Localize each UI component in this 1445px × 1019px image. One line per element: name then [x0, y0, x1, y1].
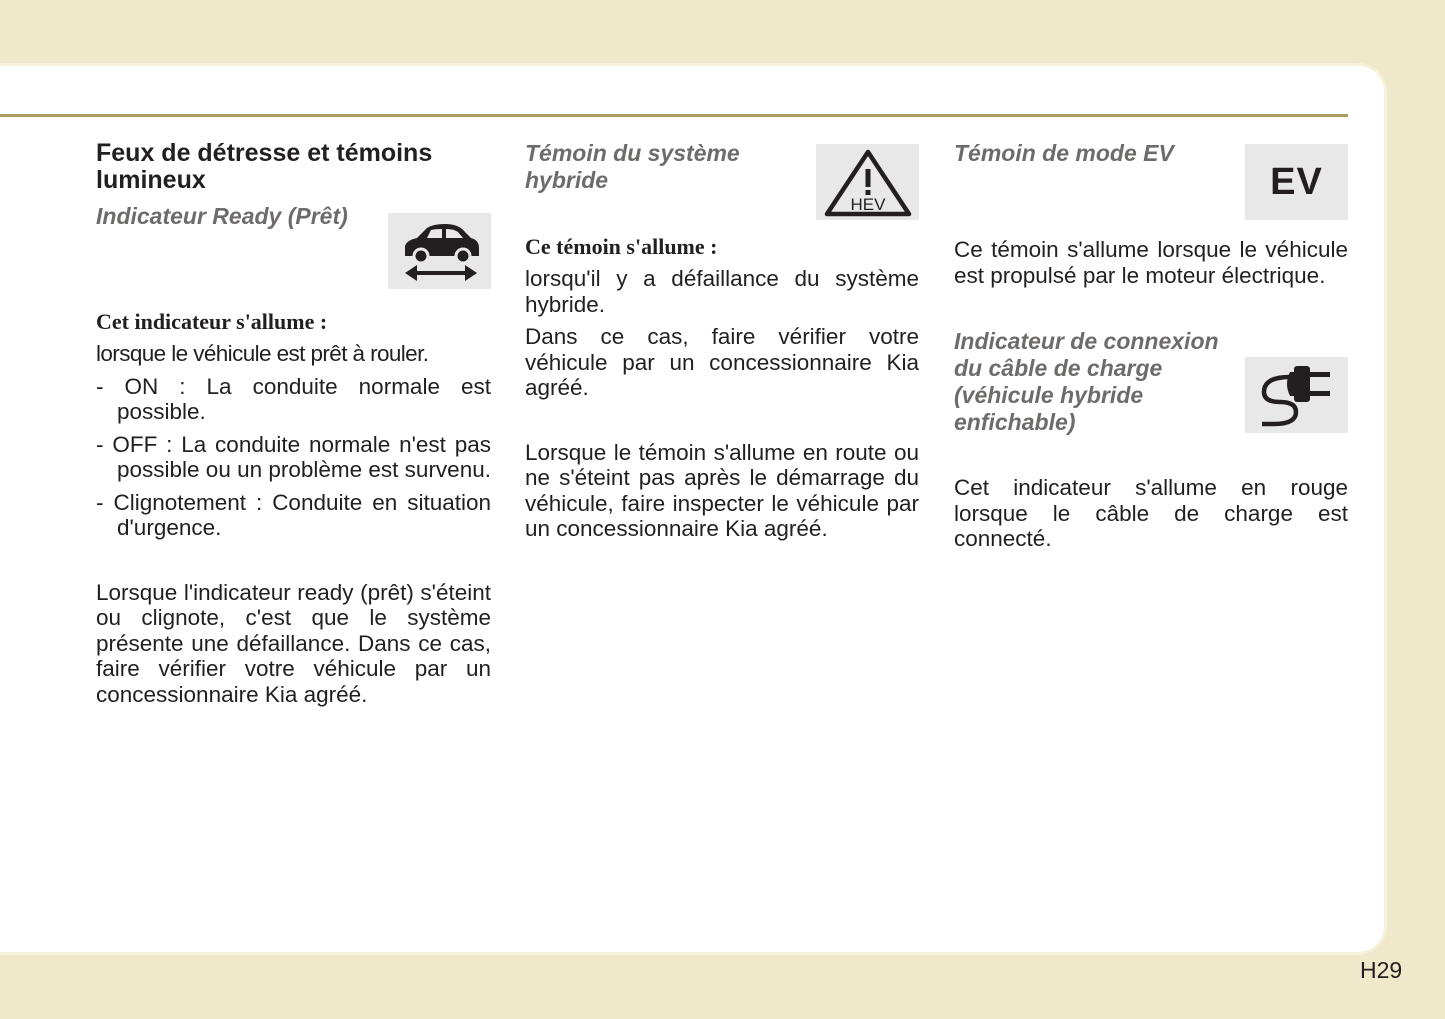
ready-note: Lorsque l'indicateur ready (prêt) s'éteint ou clignote, c'est que le système présente une défaillance. Dans ce cas, faire vérifier votre véhicule par un concessionnaire Kia agréé. — [96, 579, 491, 707]
section-title: Feux de détresse et témoins lumineux — [96, 139, 433, 194]
ready-car-icon — [388, 213, 491, 289]
page-number: H29 — [1360, 957, 1403, 983]
hev-label: HEV — [850, 195, 885, 214]
hybrid-p3: Lorsque le témoin s'allume en route ou ne s'éteint pas après le démarrage du véhicule, faire inspecter le véhicule par un concessionnaire Kia agréé. — [525, 439, 919, 541]
ready-intro: lorsque le véhicule est prêt à rouler. — [96, 341, 429, 366]
ev-label: EV — [1270, 160, 1323, 203]
hev-warning-icon — [816, 144, 919, 220]
hybrid-p1: lorsqu'il y a défaillance du système hybride. — [525, 266, 919, 317]
ev-mode-icon — [1245, 144, 1348, 220]
ready-item-off: - OFF : La conduite normale n'est pas possible ou un problème est survenu. — [96, 431, 491, 482]
charge-plug-icon — [1245, 357, 1348, 433]
charge-cable-p: Cet indicateur s'allume en rouge lorsque le câble de charge est connecté. — [954, 475, 1348, 551]
ready-item-blink: - Clignotement : Conduite en situation d'urgence. — [96, 489, 491, 540]
hybrid-p2: Dans ce cas, faire vérifier votre véhicule par un concessionnaire Kia agréé. — [525, 324, 919, 400]
ev-p1: Ce témoin s'allume lorsque le véhicule est propulsé par le moteur électrique. — [954, 237, 1348, 288]
ready-lead: Cet indicateur s'allume : — [96, 309, 328, 334]
ready-indicator-heading: Indicateur Ready (Prêt) — [96, 203, 348, 229]
hybrid-lead: Ce témoin s'allume : — [525, 234, 718, 259]
charge-cable-heading: Indicateur de connexion du câble de charge (véhicule hybride enfichable) — [954, 328, 1219, 435]
ev-heading: Témoin de mode EV — [954, 140, 1174, 166]
header-rule — [0, 114, 1348, 117]
ready-item-on: - ON : La conduite normale est possible. — [96, 373, 491, 424]
hybrid-heading: Témoin du système hybride — [525, 140, 740, 193]
